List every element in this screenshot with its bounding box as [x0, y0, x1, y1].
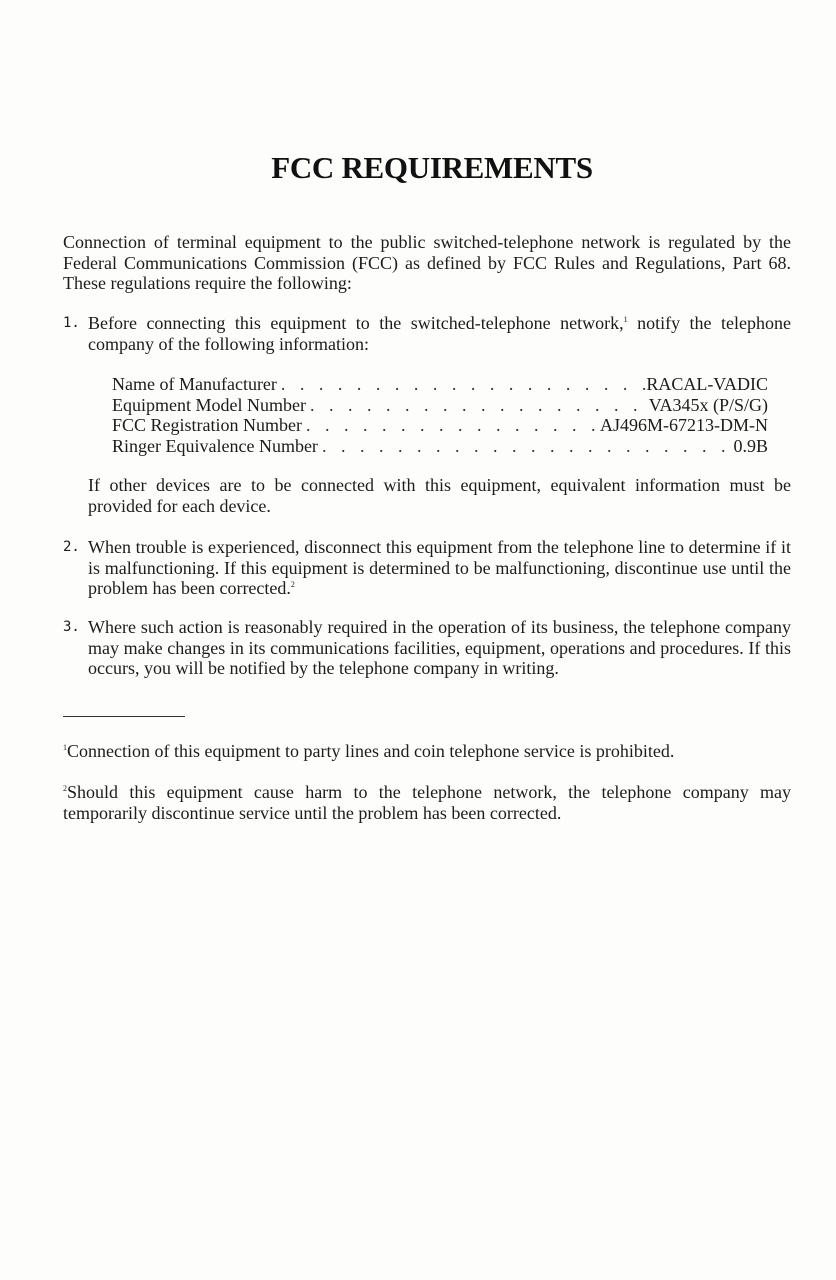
- footnote-ref: 2: [290, 580, 295, 589]
- equipment-info-table: [112, 374, 768, 456]
- list-item-text: Where such action is reasonably required in the operation of its business, the telephone company may make changes in its communications facilities, equipment, operations and procedures. If this occurs, you will be notified by the telephone company in writing.: [88, 617, 791, 678]
- info-value: AJ496M-67213-DM-N: [600, 415, 768, 435]
- footnote-divider: [63, 716, 185, 717]
- list-item-text: [88, 537, 791, 599]
- leader-dots: [302, 415, 600, 436]
- page-title: FCC REQUIREMENTS: [271, 150, 593, 185]
- leader-dots: [277, 374, 646, 395]
- footnote-ref: 1: [623, 315, 628, 324]
- footnote-text: Connection of this equipment to party lines and coin telephone service is prohibited.: [67, 741, 675, 761]
- list-item-body: When trouble is experienced, disconnect this equipment from the telephone line to determine if it is malfunctioning. If this equipment is determined to be malfunctioning, discontinue use until the problem has been corrected.: [88, 537, 791, 598]
- list-number: 3.: [63, 619, 80, 635]
- info-row: [112, 395, 768, 416]
- footnote-1: [63, 741, 791, 762]
- leader-dots: [306, 395, 649, 416]
- footnote-mark: 1: [63, 743, 67, 752]
- info-value: 0.9B: [733, 435, 768, 456]
- followup-paragraph: If other devices are to be connected with this equipment, equivalent information must be provided for each device.: [88, 475, 791, 516]
- list-number: 2.: [63, 539, 80, 555]
- info-label: Ringer Equivalence Number: [112, 435, 318, 456]
- list-item-1: [63, 313, 791, 354]
- footnote-mark: 2: [63, 784, 67, 793]
- intro-paragraph: Connection of terminal equipment to the public switched-telephone network is regulated by the Federal Communications Commission (FCC) as defined by FCC Rules and Regulations, Part 68. These regulations require the following:: [63, 232, 791, 293]
- info-label: Equipment Model Number: [112, 394, 306, 415]
- info-label: FCC Registration Number: [112, 415, 302, 435]
- footnote-2: [63, 782, 791, 823]
- info-row: [112, 415, 768, 436]
- list-item-text: [88, 313, 791, 354]
- list-item-text-before: Before connecting this equipment to the switched-telephone network,: [88, 313, 624, 333]
- info-row: [112, 436, 768, 457]
- info-label: Name of Manufacturer: [112, 374, 277, 394]
- info-row: [112, 374, 768, 395]
- list-item-text-after: notify the telephone company of the following information:: [88, 313, 791, 354]
- footnote-text: Should this equipment cause harm to the telephone network, the telephone company may temporarily discontinue service until the problem has been corrected.: [63, 782, 791, 823]
- leader-dots: [318, 436, 734, 457]
- info-value: RACAL-VADIC: [646, 374, 768, 394]
- list-number: 1.: [63, 315, 80, 331]
- info-value: VA345x (P/S/G): [648, 394, 768, 415]
- list-item-3: [63, 617, 791, 679]
- list-item-2: [63, 537, 791, 599]
